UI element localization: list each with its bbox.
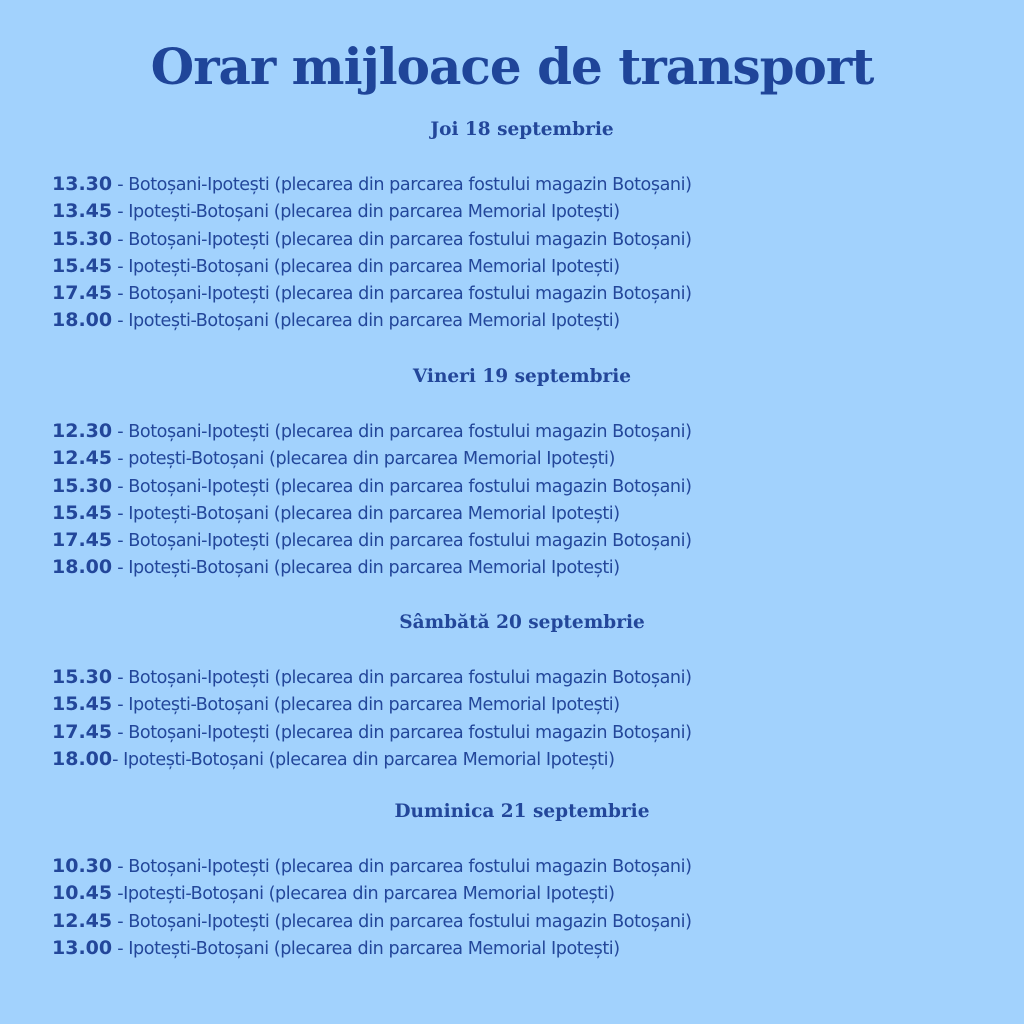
day-heading: Vineri 19 septembrie [412,366,632,387]
trip-time: 12.45 [52,909,113,932]
trip-item [52,198,992,225]
trip-time: 13.00 [52,936,113,959]
trip-time: 17.45 [52,720,113,743]
trip-time: 18.00 [52,309,113,332]
trip-time: 15.30 [52,227,113,250]
trip-time: 15.45 [52,693,113,716]
trip-list [52,171,992,335]
trip-time: 17.45 [52,529,113,552]
day-section-vineri [52,364,992,582]
trip-list [52,853,992,962]
trip-route: - Ipotești-Botoșani (plecarea din parcarea Memorial Ipotești) [112,695,620,716]
trip-route: - Botoșani-Ipotești (plecarea din parcarea fostului magazin Botoșani) [112,911,692,932]
trip-route: -Ipotești-Botoșani (plecarea din parcarea Memorial Ipotești) [112,884,615,905]
trip-item [52,853,992,880]
trip-item [52,880,992,907]
trip-time: 15.30 [52,666,113,688]
trip-route: - Ipotești-Botoșani (plecarea din parcarea Memorial Ipotești) [112,749,615,770]
trip-route: - Ipotești-Botoșani (plecarea din parcarea Memorial Ipotești) [112,558,620,579]
trip-item [52,908,992,935]
trip-item [52,307,992,334]
trip-time: 17.45 [52,282,113,305]
trip-item [52,935,992,962]
trip-route: - Ipotești-Botoșani (plecarea din parcarea Memorial Ipotești) [112,938,620,959]
trip-item [52,280,992,307]
trip-time: 18.00 [52,556,113,579]
trip-item [52,473,992,500]
trip-time: 12.45 [52,447,113,470]
trip-route: - Botoșani-Ipotești (plecarea din parcarea fostului magazin Botoșani) [112,476,692,497]
day-heading: Joi 18 septembrie [430,119,614,140]
trip-time: 15.45 [52,254,113,277]
day-section-sambata [52,610,992,773]
trip-item [52,500,992,527]
trip-time: 15.30 [52,474,113,497]
trip-route: - Ipotești-Botoșani (plecarea din parcarea Memorial Ipotești) [112,503,620,524]
trip-item [52,719,992,746]
trip-item [52,226,992,253]
trip-time: 13.30 [52,173,113,195]
trip-item [52,554,992,581]
trip-item [52,746,992,773]
trip-time: 10.30 [52,855,113,877]
trip-item [52,418,992,445]
trip-item [52,171,992,198]
trip-route: - Ipotești-Botoșani (plecarea din parcarea Memorial Ipotești) [112,311,620,332]
trip-route: - Ipotești-Botoșani (plecarea din parcarea Memorial Ipotești) [112,256,620,277]
trip-list [52,664,992,773]
trip-route: - Botoșani-Ipotești (plecarea din parcarea fostului magazin Botoșani) [112,422,692,442]
day-heading: Duminica 21 septembrie [394,801,650,822]
trip-time: 10.45 [52,882,113,905]
day-heading: Sâmbătă 20 septembrie [399,612,645,633]
trip-route: - Botoșani-Ipotești (plecarea din parcarea fostului magazin Botoșani) [112,668,692,688]
trip-time: 18.00 [52,747,113,770]
trip-route: - Ipotești-Botoșani (plecarea din parcarea Memorial Ipotești) [112,202,620,223]
trip-route: - potești-Botoșani (plecarea din parcarea Memorial Ipotești) [112,449,615,470]
trip-item [52,691,992,718]
trip-item [52,253,992,280]
trip-item [52,527,992,554]
trip-route: - Botoșani-Ipotești (plecarea din parcarea fostului magazin Botoșani) [112,229,692,250]
trip-route: - Botoșani-Ipotești (plecarea din parcarea fostului magazin Botoșani) [112,284,692,305]
trip-item [52,445,992,472]
trip-route: - Botoșani-Ipotești (plecarea din parcarea fostului magazin Botoșani) [112,531,692,552]
trip-item [52,664,992,691]
trip-list [52,418,992,582]
day-section-duminica [52,799,992,962]
trip-time: 12.30 [52,420,113,442]
page-title: Orar mijloace de transport [150,37,874,96]
trip-route: - Botoșani-Ipotești (plecarea din parcarea fostului magazin Botoșani) [112,175,692,195]
trip-time: 15.45 [52,501,113,524]
trip-route: - Botoșani-Ipotești (plecarea din parcarea fostului magazin Botoșani) [112,857,692,877]
trip-time: 13.45 [52,200,113,223]
day-section-joi [52,117,992,335]
trip-route: - Botoșani-Ipotești (plecarea din parcarea fostului magazin Botoșani) [112,722,692,743]
